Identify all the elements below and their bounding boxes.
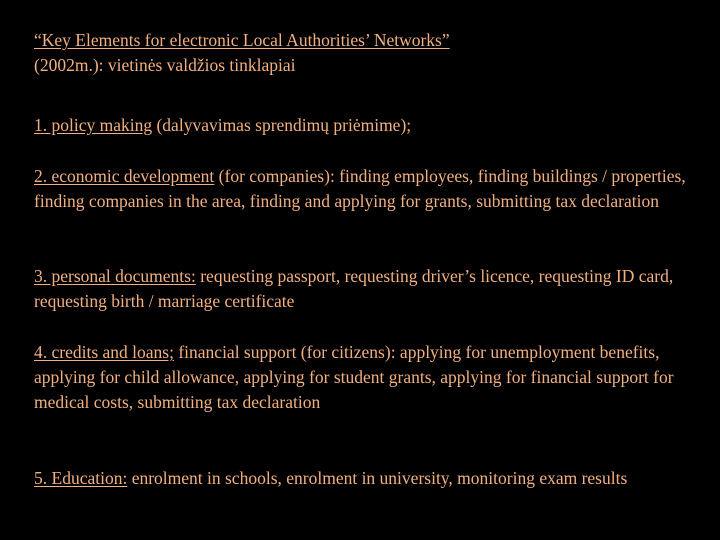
item-heading: 1. policy making (34, 115, 153, 135)
title-line-2: (2002m.): vietinės valdžios tinklapiai (34, 55, 296, 75)
item-text: (for companies): finding employees, finding buildings / properties, finding companies in the area, finding and applying for grants, submitting tax declaration (34, 166, 686, 211)
item-text: enrolment in schools, enrolment in university, monitoring exam results (127, 468, 628, 488)
item-heading: 3. personal documents: (34, 266, 196, 286)
item-text: financial support (for citizens): applying for unemployment benefits, applying for child allowance, applying for student grants, applying for financial support for medical costs, submitting tax declaration (34, 342, 674, 412)
list-item-policy-making (34, 113, 704, 138)
item-heading: 5. Education: (34, 468, 128, 488)
title-line-1: “Key Elements for electronic Local Authorities’ Networks” (34, 30, 450, 50)
list-item-credits-and-loans (34, 340, 704, 415)
item-text: requesting passport, requesting driver’s licence, requesting ID card, requesting birth / marriage certificate (34, 266, 674, 311)
item-text: (dalyvavimas sprendimų priėmime); (152, 115, 412, 135)
slide-title (34, 28, 704, 78)
list-item-education (34, 466, 704, 491)
list-item-economic-development (34, 164, 704, 214)
item-heading: 4. credits and loans; (34, 342, 174, 362)
item-heading: 2. economic development (34, 166, 215, 186)
list-item-personal-documents (34, 264, 704, 314)
